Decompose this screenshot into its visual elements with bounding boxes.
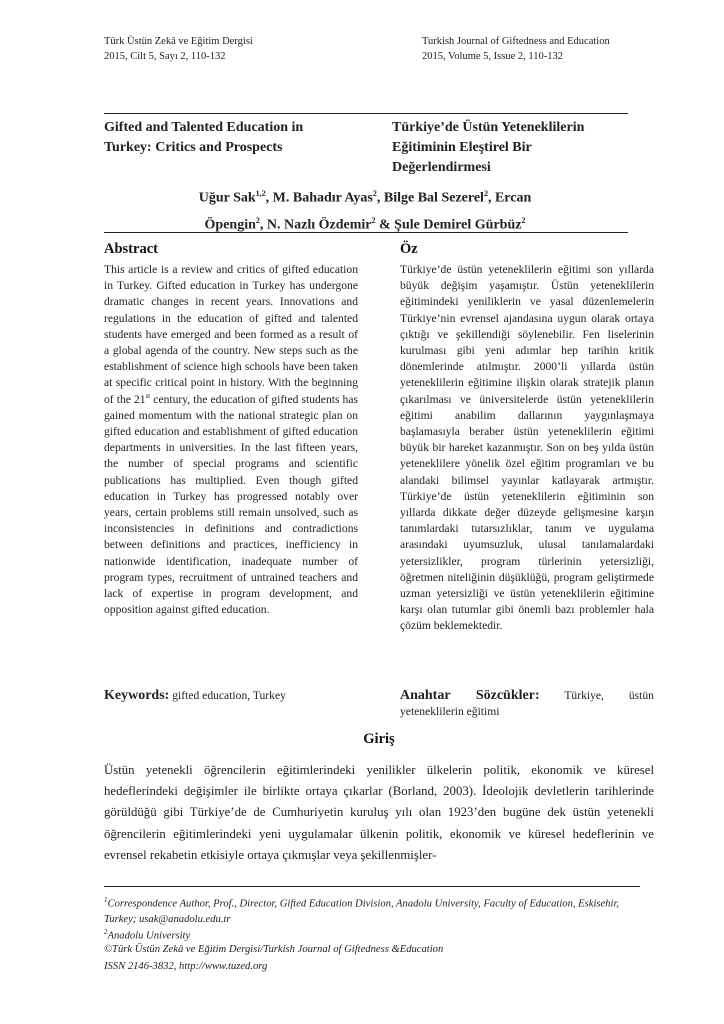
abstract-top-rule	[104, 232, 628, 233]
author-affiliation: 2	[483, 189, 488, 198]
header-journal-name-en: Turkish Journal of Giftedness and Education	[422, 36, 610, 47]
title-english: Gifted and Talented Education in Turkey: Critics and Prospects	[104, 120, 304, 155]
author-affiliation: 2	[371, 215, 376, 225]
author-list: Uğur Sak$^{1,2}$, M. Bahadır Ayas$^2$, Bilge Bal Sezerel$^2$, Ercan Öpengin$^2$, N. Nazlı Özdemir$^2$ & Şule Demirel Gürbüz$^2$	[198, 189, 532, 233]
author-affiliation: 2	[521, 215, 526, 225]
issn-line: ISSN 2146-3832, http://www.tuzed.org	[104, 961, 268, 972]
journal-header-turkish	[104, 34, 364, 64]
intro-paragraph: Üstün yetenekli öğrencilerin eğitimlerindeki yenilikler ülkelerin politik, ekonomik ve küresel hedeflerindeki değişimler ile birlikte ortaya çıkarlar (Borland, 2003). İdeolojik devletlerin tarihlerinde görüldüğü gibi Türkiye’de de Cumhuriyetin kuruluş yılı olan 1923’den bugüne dek üstün yetenekli öğrencilerin eğitimlerindeki yeni uygulamalar ülkenin politik, ekonomik ve küresel hedeflerinin ve evrensel rekabetin etkisiyle ortaya çıkmışlar veya şekillenmişler-	[104, 763, 654, 862]
title-turkish: Türkiye’de Üstün Yeteneklilerin Eğitiminin Eleştirel Bir Değerlendirmesi	[392, 120, 585, 175]
header-journal-name-tr: Türk Üstün Zekâ ve Eğitim Dergisi	[104, 36, 253, 47]
abstract-heading: Abstract	[104, 241, 158, 257]
author-affiliation: 2	[255, 215, 260, 225]
author-name: Ercan Öpengin	[204, 190, 532, 233]
ordinal-suffix: st	[145, 391, 151, 400]
author-name: Bilge Bal Sezerel	[383, 190, 484, 206]
author-name: M. Bahadır Ayas	[272, 190, 373, 206]
abstract-keywords	[104, 688, 358, 704]
keywords-value: gifted education, Turkey	[172, 689, 286, 702]
author-name: Uğur Sak	[198, 190, 256, 206]
oz-keywords-value: Türkiye, üstün yeteneklilerin eğitimi	[400, 689, 654, 719]
author-name: N. Nazlı Özdemir	[266, 217, 372, 233]
copyright-notice: ©Türk Üstün Zekâ ve Eğitim Dergisi/Turkish Journal of Giftedness &Education	[104, 944, 444, 955]
oz-keywords-colon: :	[534, 688, 540, 703]
author-name: Şule Demirel Gürbüz	[394, 217, 522, 233]
header-issue-en: 2015, Volume 5, Issue 2, 110-132	[422, 51, 563, 62]
journal-header-english	[422, 34, 682, 64]
footnote-correspondence	[104, 893, 640, 927]
oz-heading: Öz	[400, 241, 418, 257]
footnote-affiliation	[104, 925, 640, 944]
footnote-rule	[104, 886, 640, 887]
abstract-text-part1: This article is a review and critics of gifted education in Turkey. Gifted education in Turkey has undergone dramatic changes in recent years. Innovations and regulations in the education of gifted and talented students have emerged and been formed as a result of a global agenda of the country. New steps such as the establishment of science high schools have been taken at specific critical point in history. With the beginning of the 21	[104, 263, 358, 406]
abstract-body	[104, 262, 358, 618]
title-top-rule	[104, 113, 628, 114]
keywords-label: Keywords:	[104, 688, 170, 703]
author-affiliation: 1,2	[255, 189, 266, 198]
oz-body: Türkiye’de üstün yeteneklilerin eğitimi son yıllarda büyük değişim yaşamıştır. Üstün yeteneklilerin eğitimindeki yeniliklerin ve yasal düzenlemelerin Türkiye’nin evrensel ajandasına uygun olarak ortaya çıktığı ve şekillendiği söylenebilir. Fen liselerinin kurulması gibi yeni adımlar hep tarihin kritik dönemlerinde atılmıştır. 2000’li yıllarda üstün yeteneklilerin eğitimine ilişkin olarak stratejik planın çıkarılması ve üniversitelerde üstün yeteneklilerin eğitimi anabilim dallarının yaygınlaşmaya başlamasıyla beraber üstün yeteneklilerin eğitimi büyük bir hareket kazanmıştır. Son on beş yılda üstün yeteneklilere yönelik özel eğitim programları ve bu alandaki bilimsel yayınlar katlayarak artmıştır. Türkiye’de üstün yeteneklilerin eğitiminin son yıllarda dikkate değer düzeyde gelişmesine karşın tanımlardaki tutarsızlıklar, tanım ve uygulama arasındaki uyumsuzluk, ulusal tanılamalardaki yetersizlikler, program türlerinin yetersizliği, öğretmen niteliğinin düşüklüğü, program geliştirmede uzman yetersizliği ve üstün yeteneklilerin eğitimine karşı olan tutumlar gibi önemli bazı problemler hala çözüm beklemektedir.	[400, 263, 654, 633]
author-affiliation: 2	[372, 189, 377, 198]
footnote-text: Anadolu University	[107, 930, 191, 942]
footnote-text: Correspondence Author, Prof., Director, Gifted Education Division, Anadolu University, Faculty of Education, Eskisehir, Turkey; usak@anadolu.edu.tr	[104, 898, 620, 925]
header-issue-tr: 2015, Cilt 5, Sayı 2, 110-132	[104, 51, 226, 62]
oz-keywords	[400, 688, 654, 720]
footnote-marker: 2	[104, 928, 108, 936]
abstract-text-part2: century, the education of gifted students has gained momentum with the national strategic plan on gifted education and establishment of gifted education departments in universities. In the last fifteen years, the number of special programs and scientific publications has multiplied. Even though gifted education in Turkey has progressed notably over years, certain problems still remain unsolved, such as inconsistencies in definitions and contradictions between definitions and practices, inefficiency in nationwide identification, inadequate number of program types, recruitment of untrained teachers and lack of expertise in program development, and opposition against gifted education.	[104, 392, 359, 617]
intro-heading: Giriş	[363, 731, 395, 747]
oz-keywords-label: Anahtar Sözcükler	[400, 688, 535, 703]
footnote-marker: 1	[104, 896, 108, 904]
